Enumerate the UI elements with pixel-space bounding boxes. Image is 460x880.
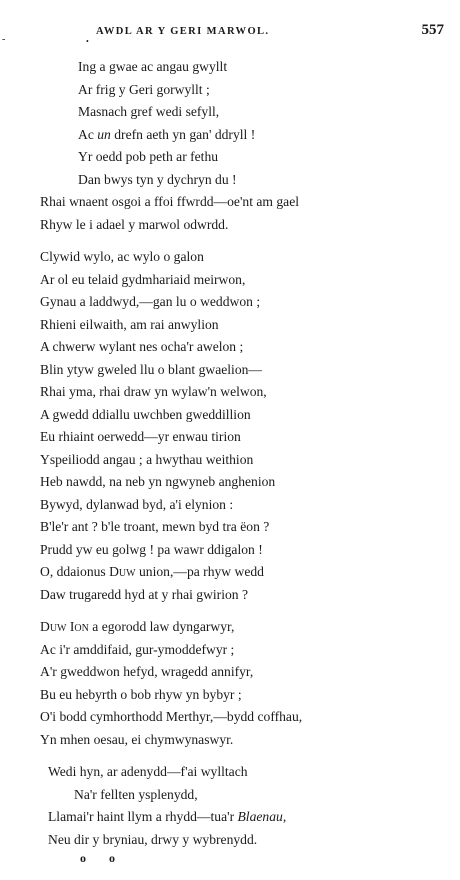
poem-line: Masnach gref wedi sefyll,	[78, 104, 220, 119]
poem-line: Bywyd, dylanwad byd, a'i elynion :	[40, 496, 234, 512]
poem-line: Ing a gwae ac angau gwyllt	[78, 59, 228, 74]
poem-line: Yr oedd pob peth ar fethu	[78, 149, 219, 164]
stanza-gap	[0, 751, 460, 761]
poem-line: Yspeiliodd angau ; a hwythau weithion	[40, 451, 254, 467]
poem-line: A'r gweddwon hefyd, wragedd annifyr,	[40, 664, 254, 679]
poem-line: Ac i'r amddifaid, gur-ymoddefwyr ;	[40, 641, 235, 657]
poem-line: Heb nawdd, na neb yn ngwyneb anghenion	[40, 474, 276, 489]
page-number: 557	[421, 22, 444, 38]
small-caps-word: Duw	[109, 564, 136, 579]
poem-line: Prudd yw eu golwg ! pa wawr ddigalon !	[40, 541, 263, 557]
poem-line: Na'r fellten ysplenydd,	[74, 786, 198, 802]
poem-line: Yn mhen oesau, ei chymwynaswyr.	[40, 731, 234, 747]
stanza-4	[0, 761, 460, 851]
poem-line: B'le'r ant ? b'le troant, mewn byd tra ëon ?	[40, 519, 270, 534]
poem-line: Duw Ion a egorodd law dyngarwyr,	[40, 619, 235, 634]
margin-dash-mark: -	[2, 34, 6, 45]
poem-line: Blin ytyw gweled llu o blant gwaelion—	[40, 361, 263, 377]
poem-line: Neu dir y bryniau, drwy y wybrenydd.	[48, 831, 258, 847]
poem-line: Rhieni eilwaith, am rai anwylion	[40, 316, 219, 332]
stanza-3	[0, 616, 460, 751]
running-title: AWDL AR Y GERI MARWOL.	[96, 26, 270, 37]
poem-line: Rhyw le i adael y marwol odwrdd.	[40, 216, 229, 232]
poem-line: A chwerw wylant nes ocha'r awelon ;	[40, 339, 244, 354]
poem-line: Wedi hyn, ar adenydd—f'ai wylltach	[48, 764, 248, 779]
poem-line: Clywid wylo, ac wylo o galon	[40, 249, 204, 264]
stanza-1	[0, 56, 460, 236]
stanza-gap	[0, 606, 460, 616]
poem-line: Ac un drefn aeth yn gan' ddryll !	[78, 126, 256, 142]
poem-line: A gwedd ddiallu uwchben gweddillion	[40, 406, 251, 422]
signature-mark: o o	[80, 851, 125, 865]
poem-body	[0, 56, 460, 865]
stanza-2	[0, 246, 460, 606]
poem-line: Ar ol eu telaid gydmhariaid meirwon,	[40, 271, 246, 287]
poem-line: Bu eu hebyrth o bob rhyw yn bybyr ;	[40, 686, 242, 702]
poem-line: Rhai yma, rhai draw yn wylaw'n welwon,	[40, 384, 267, 399]
poem-line: O'i bodd cymhorthodd Merthyr,—bydd coffhau,	[40, 709, 303, 724]
poem-line: O, ddaionus Duw union,—pa rhyw wedd	[40, 564, 264, 579]
poem-line: Ar frig y Geri gorwyllt ;	[78, 81, 210, 97]
poem-line: Dan bwys tyn y dychryn du !	[78, 171, 237, 187]
poem-line: Rhai wnaent osgoi a ffoi ffwrdd—oe'nt am gael	[40, 194, 300, 209]
poem-line: Daw trugaredd hyd at y rhai gwirion ?	[40, 586, 248, 602]
poem-line: Llamai'r haint llym a rhydd—tua'r Blaenau,	[48, 809, 287, 824]
stanza-gap	[0, 236, 460, 246]
small-caps-word: Duw Ion	[40, 619, 89, 634]
poem-line: Eu rhiaint oerwedd—yr enwau tirion	[40, 429, 241, 444]
poem-line: Gynau a laddwyd,—gan lu o weddwon ;	[40, 294, 261, 309]
page-header	[0, 22, 460, 46]
print-dot-mark: •	[86, 37, 89, 46]
italic-word: Blaenau	[237, 809, 283, 824]
italic-word: un	[97, 126, 111, 142]
